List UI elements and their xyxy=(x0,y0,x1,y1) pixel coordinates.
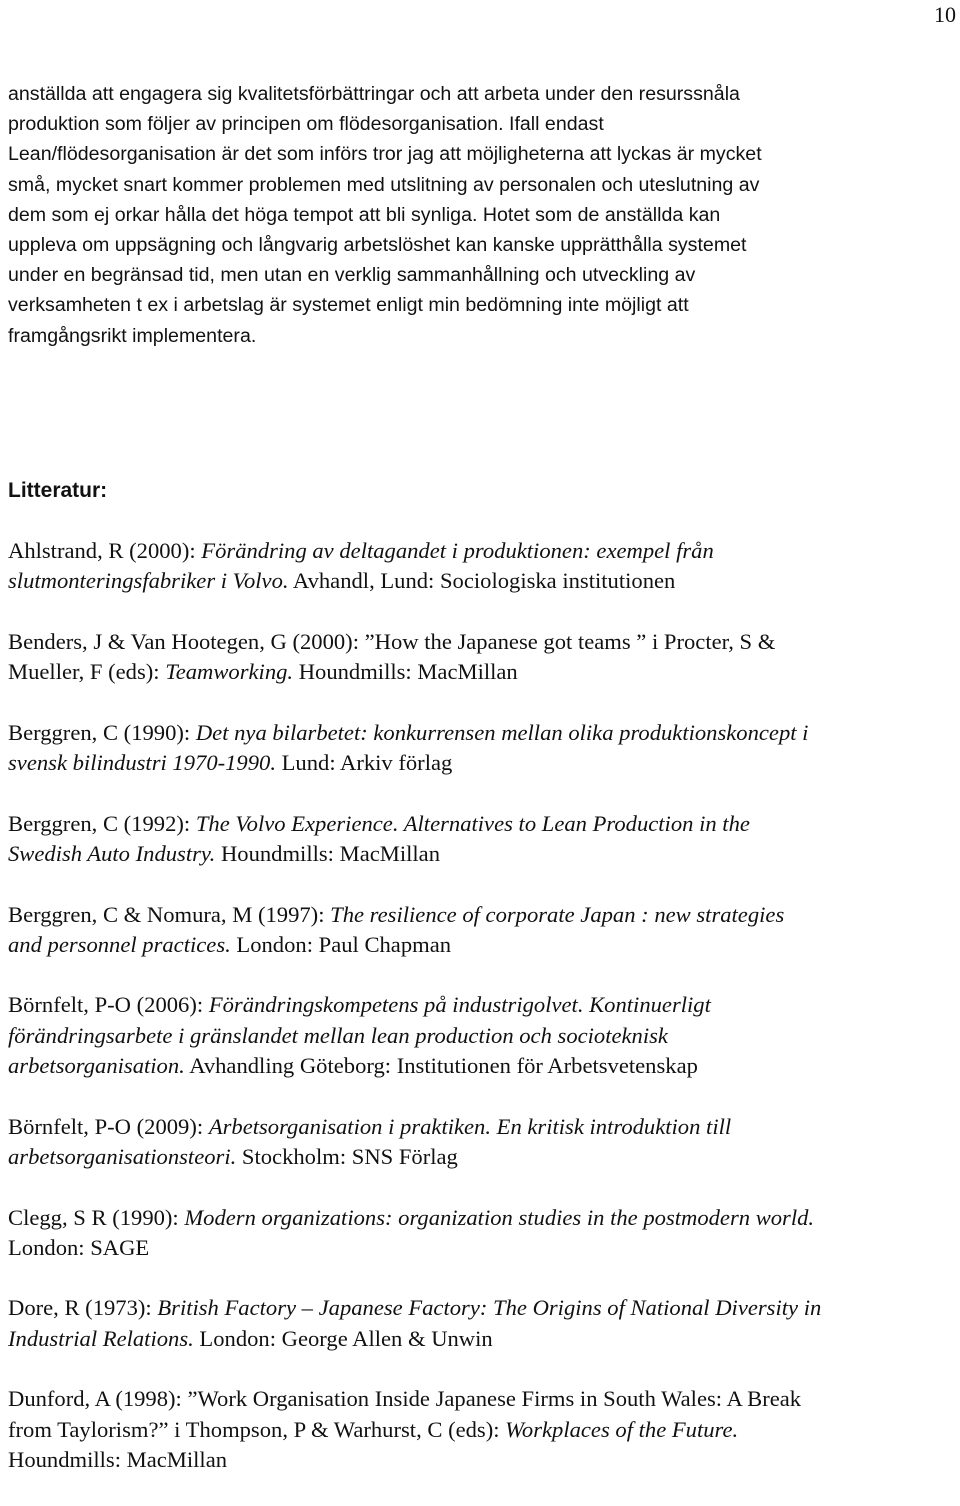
reference-title: Workplaces of the Future. xyxy=(505,1416,739,1442)
reference-authors: Clegg, S R (1990): xyxy=(8,1204,185,1230)
reference-authors: Börnfelt, P-O (2009): xyxy=(8,1113,209,1139)
reference-title: Modern organizations: organization studies in the postmodern world. xyxy=(184,1204,815,1230)
reference-title: The resilience of corporate Japan : new strategies and personnel practices. xyxy=(8,901,785,957)
reference-authors: Börnfelt, P-O (2006): xyxy=(8,992,209,1018)
reference-title: The Volvo Experience. Alternatives to Lean Production in the Swedish Auto Industry. xyxy=(8,810,750,866)
reference-authors: Berggren, C (1990): xyxy=(8,719,196,745)
reference-publisher: Houndmills: MacMillan xyxy=(293,659,518,685)
page-number: 10 xyxy=(934,2,956,27)
reference-item xyxy=(8,536,960,597)
reference-publisher: London: SAGE xyxy=(8,1234,150,1260)
reference-list xyxy=(8,536,960,1506)
reference-item xyxy=(8,809,960,870)
reference-authors: Dunford, A (1998): ”Work Organisation Inside Japanese Firms in South Wales: A Break from Taylorism?” i Thompson, P & Warhurst, C (eds): xyxy=(8,1386,802,1442)
reference-publisher: London: Paul Chapman xyxy=(230,931,452,957)
reference-item xyxy=(8,1384,960,1475)
reference-item xyxy=(8,1203,960,1264)
reference-title: Förändringskompetens på industrigolvet. Kontinuerligt förändringsarbete i gränslandet mellan lean production och socioteknisk arbetsorganisation. xyxy=(8,992,711,1079)
reference-publisher: Stockholm: SNS Förlag xyxy=(236,1143,458,1169)
reference-publisher: London: George Allen & Unwin xyxy=(193,1325,493,1351)
reference-publisher: Houndmills: MacMillan xyxy=(215,840,440,866)
reference-authors: Dore, R (1973): xyxy=(8,1295,158,1321)
reference-item xyxy=(8,990,960,1081)
reference-item xyxy=(8,627,960,688)
body-paragraph: anställda att engagera sig kvalitetsförbättringar och att arbeta under den resurssnåla produktion som följer av principen om flödesorganisation. Ifall endast Lean/flödesorganisation är det som införs tror jag att möjligheterna att lyckas är mycket små, mycket snart kommer problemen med utslitning av personalen och uteslutning av dem som ej orkar hålla det höga tempot att bli synliga. Hotet som de anställda kan uppleva om uppsägning och långvarig arbetslöshet kan kanske upprätthålla systemet under en begränsad tid, men utan en verklig sammanhållning och utveckling av verksamheten t ex i arbetslag är systemet enligt min bedömning inte möjligt att framgångsrikt implementera. xyxy=(8,83,762,347)
literature-heading: Litteratur: xyxy=(8,479,108,502)
reference-authors: Berggren, C & Nomura, M (1997): xyxy=(8,901,331,927)
reference-item xyxy=(8,1112,960,1173)
reference-authors: Ahlstrand, R (2000): xyxy=(8,538,202,563)
reference-publisher: Avhandl, Lund: Sociologiska institutionen xyxy=(288,568,676,594)
reference-item xyxy=(8,1293,960,1354)
reference-title: Förändring av deltagandet i produktionen: exempel från slutmonteringsfabriker i Volvo. xyxy=(8,538,714,594)
reference-title: British Factory – Japanese Factory: The Origins of National Diversity in Industrial Relations. xyxy=(8,1295,822,1351)
reference-item xyxy=(8,718,960,779)
reference-publisher: Avhandling Göteborg: Institutionen för Arbetsvetenskap xyxy=(184,1053,698,1079)
reference-publisher: Lund: Arkiv förlag xyxy=(275,750,453,776)
reference-authors: Benders, J & Van Hootegen, G (2000): ”How the Japanese got teams ” i Procter, S & Mueller, F (eds): xyxy=(8,628,776,685)
reference-title: Arbetsorganisation i praktiken. En kritisk introduktion till arbetsorganisationsteori. xyxy=(8,1113,732,1169)
reference-authors: Berggren, C (1992): xyxy=(8,810,196,836)
reference-title: Teamworking. xyxy=(165,659,294,685)
reference-title: Det nya bilarbetet: konkurrensen mellan olika produktionskoncept i svensk bilindustri 1970-1990. xyxy=(8,719,809,776)
reference-publisher: Houndmills: MacMillan xyxy=(8,1446,228,1472)
reference-item xyxy=(8,900,960,961)
